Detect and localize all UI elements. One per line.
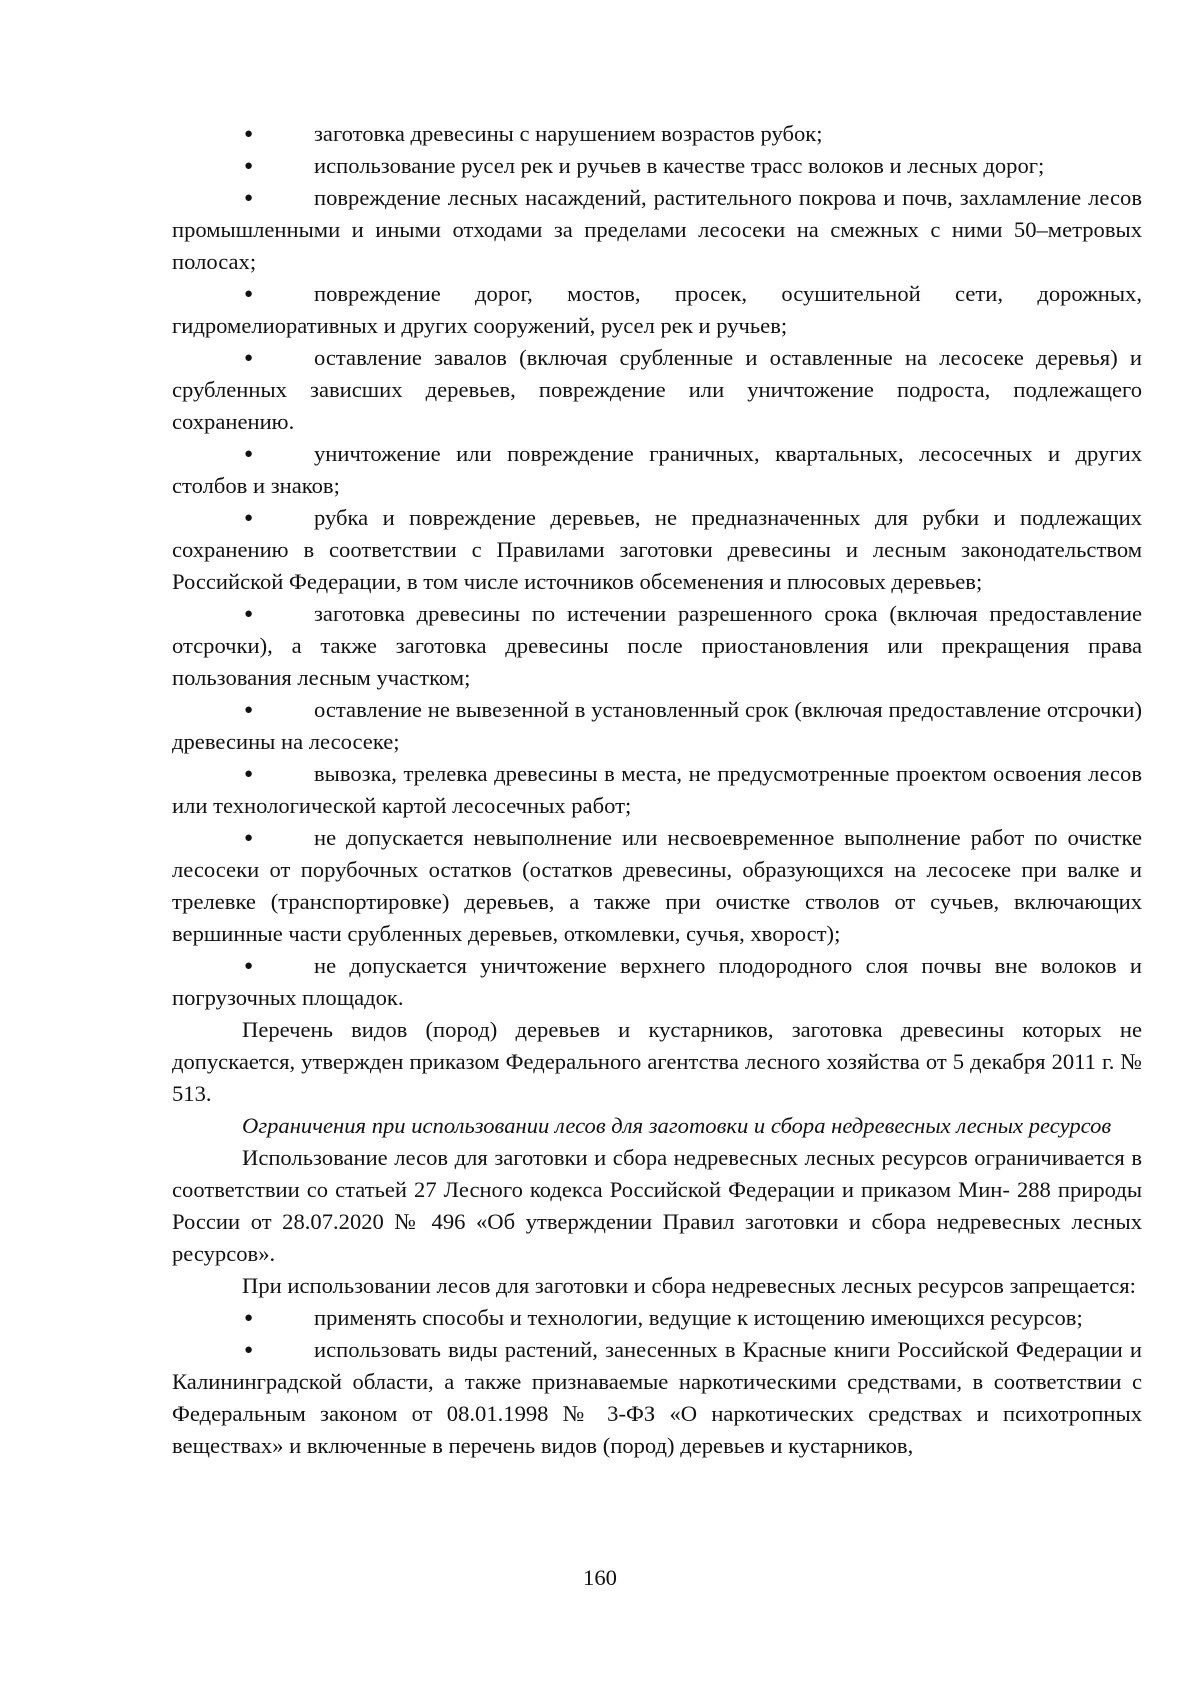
list-item: ● уничтожение или повреждение граничных, квартальных, лесосечных и других столбов и знаков; (172, 438, 1142, 502)
list-item: ● использовать виды растений, занесенных в Красные книги Российской Федерации и Калининградской области, а также признаваемые наркотическими средствами, в соответствии с Федеральным законом от 08.01.1998 № 3-ФЗ «О наркотических средствах и психотропных веществах» и включенные в перечень видов (пород) деревьев и кустарников, (172, 1334, 1142, 1462)
bullet-icon: ● (244, 158, 254, 174)
bullet-icon: ● (244, 606, 254, 622)
list-item: ● не допускается невыполнение или несвоевременное выполнение работ по очистке лесосеки от порубочных остатков (остатков древесины, образующихся на лесосеке при валке и трелевке (транспортировке) деревьев, а также при очистке стволов от сучьев, включающих вершинные части срубленных деревьев, откомлевки, сучья, хворост); (172, 822, 1142, 950)
list-item: ● оставление не вывезенной в установленный срок (включая предоставление отсрочки) древесины на лесосеке; (172, 694, 1142, 758)
bullet-icon: ● (244, 830, 254, 846)
list-item: ● оставление завалов (включая срубленные и оставленные на лесосеке деревья) и срубленных зависших деревьев, повреждение или уничтожение подроста, подлежащего сохранению. (172, 342, 1142, 438)
list-item: ● повреждение лесных насаждений, растительного покрова и почв, захламление лесов промышленными и иными отходами за пределами лесосеки на смежных с ними 50–метровых полосах; (172, 182, 1142, 278)
section-heading: Ограничения при использовании лесов для заготовки и сбора недревесных лесных ресурсов (242, 1113, 1112, 1138)
list-item: ● заготовка древесины по истечении разрешенного срока (включая предоставление отсрочки), а также заготовка древесины после приостановления или прекращения права пользования лесным участком; (172, 598, 1142, 694)
paragraph: При использовании лесов для заготовки и сбора недревесных лесных ресурсов запрещается: (242, 1273, 1136, 1298)
document-body (172, 118, 1142, 1462)
paragraph: Использование лесов для заготовки и сбора недревесных лесных ресурсов ограничивается в соответствии со статьей 27 Лесного кодекса Российской Федерации и приказом Мин- 288 природы России от 28.07.2020 № 496 «Об утверждении Правил заготовки и сбора недревесных лесных ресурсов». (172, 1145, 1142, 1266)
bullet-icon: ● (244, 126, 254, 142)
list-item: ● рубка и повреждение деревьев, не предназначенных для рубки и подлежащих сохранению в соответствии с Правилами заготовки древесины и лесным законодательством Российской Федерации, в том числе источников обсеменения и плюсовых деревьев; (172, 502, 1142, 598)
list-item: ● не допускается уничтожение верхнего плодородного слоя почвы вне волоков и погрузочных площадок. (172, 950, 1142, 1014)
list-item: ● использование русел рек и ручьев в качестве трасс волоков и лесных дорог; (172, 150, 1142, 182)
list-item: ● заготовка древесины с нарушением возрастов рубок; (172, 118, 1142, 150)
bullet-icon: ● (244, 702, 254, 718)
bullet-icon: ● (244, 190, 254, 206)
list-item: ● вывозка, трелевка древесины в места, не предусмотренные проектом освоения лесов или технологической картой лесосечных работ; (172, 758, 1142, 822)
bullet-icon: ● (244, 1310, 254, 1326)
bullet-icon: ● (244, 510, 254, 526)
bullet-icon: ● (244, 446, 254, 462)
bullet-icon: ● (244, 1342, 254, 1358)
bullet-icon: ● (244, 958, 254, 974)
list-item: ● повреждение дорог, мостов, просек, осушительной сети, дорожных, гидромелиоративных и других сооружений, русел рек и ручьев; (172, 278, 1142, 342)
bullet-icon: ● (244, 286, 254, 302)
list-item: ● применять способы и технологии, ведущие к истощению имеющихся ресурсов; (172, 1302, 1142, 1334)
bullet-icon: ● (244, 766, 254, 782)
bullet-icon: ● (244, 350, 254, 366)
paragraph: Перечень видов (пород) деревьев и кустарников, заготовка древесины которых не допускается, утвержден приказом Федерального агентства лесного хозяйства от 5 декабря 2011 г. № 513. (172, 1017, 1142, 1106)
page-number: 160 (583, 1565, 617, 1590)
